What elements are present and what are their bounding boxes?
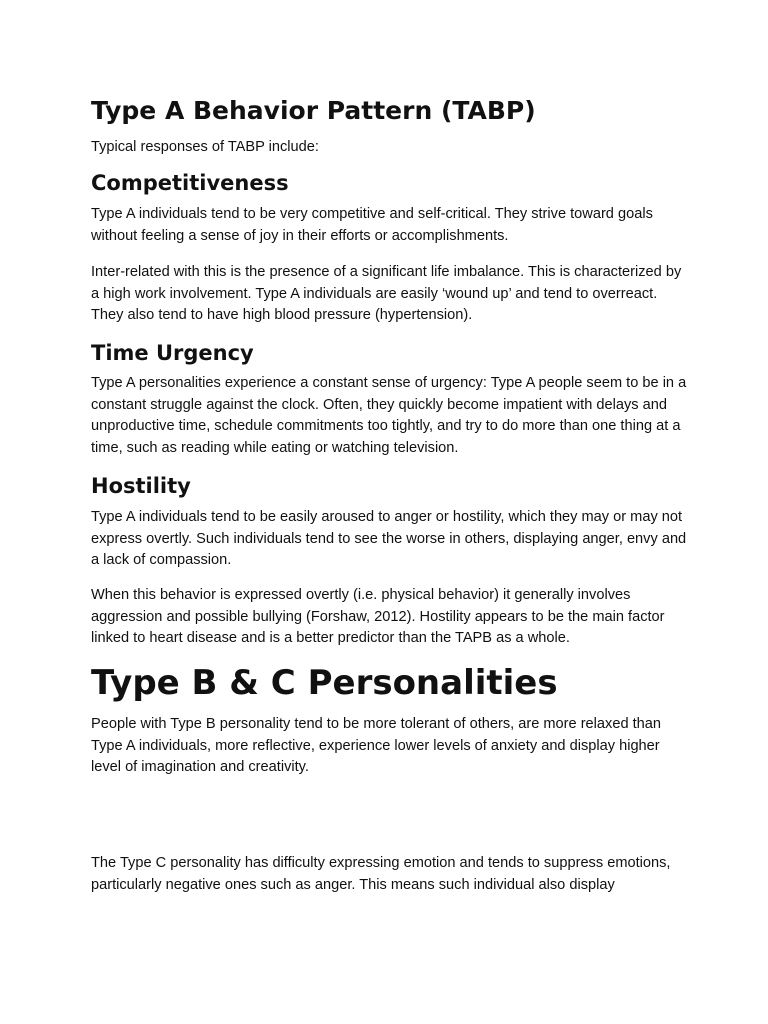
type-c-paragraph: The Type C personality has difficulty expressing emotion and tends to suppress emotions, particularly negative ones such as anger. This means such individual also display: [91, 855, 671, 893]
type-b-paragraph: People with Type B personality tend to be more tolerant of others, are more relaxed than Type A individuals, more reflective, experience lower levels of anxiety and display higher level of imagination and creativity.: [91, 716, 662, 775]
time-urgency-heading: Time Urgency: [91, 341, 254, 365]
competitiveness-paragraph-2: Inter-related with this is the presence of a significant life imbalance. This is characterized by a high work involvement. Type A individuals are easily ‘wound up’ and tend to overreact. They also tend to have high blood pressure (hypertension).: [91, 264, 682, 323]
competitiveness-paragraph-1: Type A individuals tend to be very competitive and self-critical. They strive toward goals without feeling a sense of joy in their efforts or accomplishments.: [91, 206, 653, 244]
page-title: Type A Behavior Pattern (TABP): [91, 96, 536, 125]
intro-paragraph: Typical responses of TABP include:: [91, 139, 319, 155]
hostility-heading: Hostility: [91, 474, 191, 498]
type-bc-heading: Type B & C Personalities: [91, 663, 558, 703]
hostility-paragraph-1: Type A individuals tend to be easily aroused to anger or hostility, which they may or may not express overtly. Such individuals tend to see the worse in others, displaying anger, envy and a lack of compassion.: [91, 509, 687, 568]
hostility-paragraph-2: When this behavior is expressed overtly (i.e. physical behavior) it generally involves aggression and possible bullying (Forshaw, 2012). Hostility appears to be the main factor linked to heart disease and is a better predictor than the TAPB as a whole.: [91, 587, 665, 646]
time-urgency-paragraph: Type A personalities experience a constant sense of urgency: Type A people seem to be in a constant struggle against the clock. Often, they quickly become impatient with delays and unproductive time, schedule commitments too tightly, and try to do more than one thing at a time, such as reading while eating or watching television.: [91, 375, 687, 456]
competitiveness-heading: Competitiveness: [91, 171, 289, 195]
